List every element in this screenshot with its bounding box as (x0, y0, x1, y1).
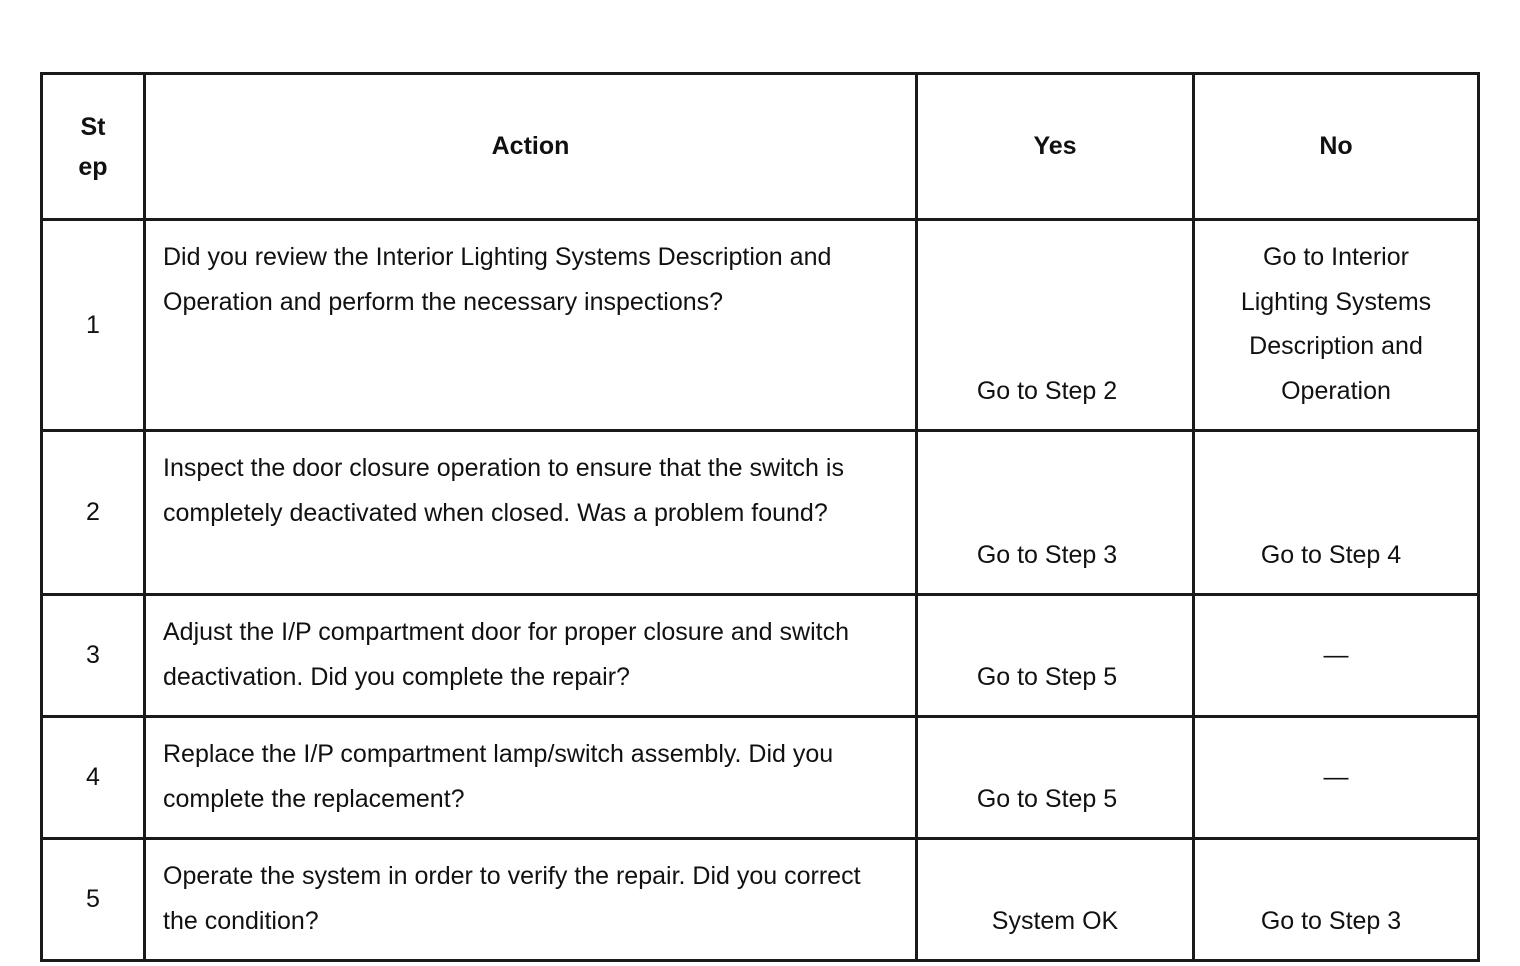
step-number: 3 (42, 595, 145, 717)
diagnostic-table (40, 72, 1480, 962)
step-number: 2 (42, 431, 145, 595)
no-text: Go to Step 3 (1260, 906, 1402, 935)
yes-text: Go to Step 3 (976, 540, 1118, 569)
no-cell (1194, 431, 1479, 595)
step-number: 4 (42, 717, 145, 839)
no-text: — (1323, 763, 1349, 792)
table-row (42, 220, 1479, 431)
action-text: Adjust the I/P compartment door for proper closure and switch deactivation. Did you complete the repair? (145, 595, 917, 717)
step-number: 5 (42, 839, 145, 961)
table-row (42, 717, 1479, 839)
no-cell (1194, 717, 1479, 839)
no-cell (1194, 220, 1479, 431)
yes-text: Go to Step 2 (976, 376, 1118, 405)
yes-text: System OK (991, 906, 1119, 935)
table-row (42, 839, 1479, 961)
yes-cell (917, 431, 1194, 595)
step-number: 1 (42, 220, 145, 431)
no-text: Go to Step 4 (1260, 540, 1402, 569)
yes-cell (917, 220, 1194, 431)
header-step (42, 74, 145, 220)
header-action: Action (145, 74, 917, 220)
no-cell (1194, 839, 1479, 961)
no-text: — (1323, 641, 1349, 670)
yes-cell (917, 595, 1194, 717)
action-text: Did you review the Interior Lighting Systems Description and Operation and perform the necessary inspections? (145, 220, 917, 431)
header-no: No (1194, 74, 1479, 220)
yes-text: Go to Step 5 (976, 784, 1118, 813)
action-text: Inspect the door closure operation to ensure that the switch is completely deactivated when closed. Was a problem found? (145, 431, 917, 595)
header-step-line2: ep (78, 152, 108, 181)
yes-text: Go to Step 5 (976, 662, 1118, 691)
header-row (42, 74, 1479, 220)
action-text: Replace the I/P compartment lamp/switch assembly. Did you complete the replacement? (145, 717, 917, 839)
action-text: Operate the system in order to verify the repair. Did you correct the condition? (145, 839, 917, 961)
yes-cell (917, 839, 1194, 961)
header-yes: Yes (917, 74, 1194, 220)
table-row (42, 595, 1479, 717)
header-step-line1: St (80, 112, 106, 141)
no-cell (1194, 595, 1479, 717)
yes-cell (917, 717, 1194, 839)
no-text: Go to Interior Lighting Systems Description and Operation (1240, 243, 1432, 405)
table-row (42, 431, 1479, 595)
